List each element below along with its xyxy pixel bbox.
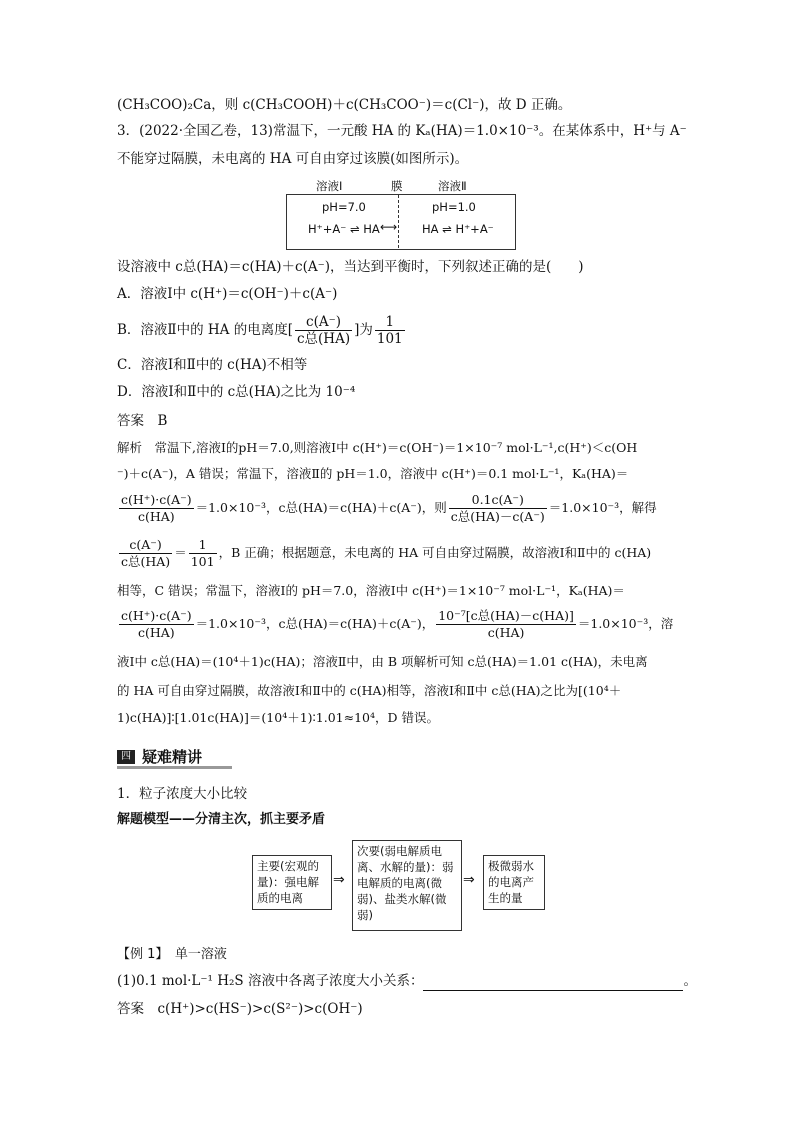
question-text: 设溶液中 c总(HA)＝c(HA)＋c(A⁻)，当达到平衡时，下列叙述正确的是( ) (117, 259, 584, 275)
explanation-segment: ＝ (174, 545, 187, 560)
fraction-denominator: 101 (376, 331, 403, 347)
example-label: 【例 1】 单一溶液 (117, 947, 227, 962)
section-underline (117, 766, 232, 769)
fraction (449, 492, 547, 525)
option-b-prefix: B．溶液Ⅱ中的 HA 的电离度[ (117, 322, 293, 338)
figure-header-membrane: 膜 (391, 179, 403, 193)
figure-ph2: pH=1.0 (432, 200, 476, 214)
fraction-numerator: c(H⁺)·c(A⁻) (121, 608, 192, 623)
question-stem-cont: 不能穿过隔膜，未电离的 HA 可自由穿过该膜(如图所示)。 (117, 151, 469, 167)
option-a: A．溶液Ⅰ中 c(H⁺)＝c(OH⁻)＋c(A⁻) (117, 286, 338, 302)
arrow-right-icon: ⇒ (333, 872, 345, 888)
explanation-line: 的 HA 可自由穿过隔膜，故溶液Ⅰ和Ⅱ中的 c(HA)相等，溶液Ⅰ和Ⅱ中 c总(HA)之比为[(10⁴＋ (117, 683, 622, 698)
fraction (375, 314, 405, 347)
membrane-line (398, 195, 399, 248)
explanation-line: 解析 常温下,溶液Ⅰ的pH＝7.0,则溶液Ⅰ中 c(H⁺)＝c(OH⁻)＝1×10⁻⁷ mol·L⁻¹,c(H⁺)＜c(OH (117, 440, 638, 455)
option-b (117, 312, 407, 348)
explanation-line (117, 606, 673, 642)
explanation-line (117, 490, 657, 526)
explanation-segment: ＝1.0×10⁻³，解得 (548, 500, 657, 515)
arrow-right-icon: ⇒ (463, 872, 475, 888)
fraction-numerator: c(A⁻) (295, 314, 352, 331)
fraction-denominator: c(HA) (487, 625, 525, 640)
fraction-denominator: c总(HA)－c(A⁻) (450, 509, 545, 524)
question-1 (117, 971, 697, 991)
fraction-denominator: c总(HA) (121, 554, 171, 569)
explanation-segment: ，B 正确；根据题意，未电离的 HA 可自由穿过隔膜，故溶液Ⅰ和Ⅱ中的 c(HA) (218, 545, 652, 560)
fraction-numerator: 1 (375, 314, 405, 331)
fraction (295, 314, 352, 347)
question-1-text: (1)0.1 mol·L⁻¹ H₂S 溶液中各离子浓度大小关系： (117, 973, 424, 989)
fraction (436, 608, 576, 641)
fraction (119, 608, 194, 641)
explanation-segment: ＝1.0×10⁻³，c总(HA)＝c(HA)＋c(A⁻)，则 (195, 500, 447, 515)
figure-equilibrium1: H⁺+A⁻ ⇌ HA (308, 222, 380, 236)
fraction (189, 537, 217, 570)
question-stem: 3．(2022·全国乙卷，13)常温下，一元酸 HA 的 Kₐ(HA)＝1.0×10⁻³。在某体系中，H⁺与 A⁻ (117, 123, 687, 139)
fraction-numerator: c(H⁺)·c(A⁻) (121, 492, 192, 507)
explanation-line: 相等，C 错误；常温下，溶液Ⅰ的 pH＝7.0，溶液Ⅰ中 c(H⁺)＝1×10⁻⁷ mol·L⁻¹，Kₐ(HA)＝ (117, 583, 625, 598)
explanation-line: ⁻)＋c(A⁻)，A 错误；常温下，溶液Ⅱ的 pH＝1.0，溶液中 c(H⁺)＝0.1 mol·L⁻¹，Kₐ(HA)＝ (117, 466, 629, 481)
explanation-line: 液Ⅰ中 c总(HA)＝(10⁴＋1)c(HA)；溶液Ⅱ中，由 B 项解析可知 c总(HA)＝1.01 c(HA)，未电离 (117, 654, 648, 669)
explanation-line (117, 535, 651, 571)
fraction-denominator: c(HA) (137, 625, 175, 640)
explanation-segment: ＝1.0×10⁻³，c总(HA)＝c(HA)＋c(A⁻)， (195, 616, 435, 631)
figure-header-solution2: 溶液Ⅱ (438, 179, 467, 193)
text-line: (CH₃COO)₂Ca，则 c(CH₃COOH)＋c(CH₃COO⁻)＝c(Cl⁻)，故 D 正确。 (117, 97, 572, 113)
option-d: D．溶液Ⅰ和Ⅱ中的 c总(HA)之比为 10⁻⁴ (117, 384, 356, 400)
flow-box-water: 极微弱水的电离产生的量 (483, 855, 545, 910)
model-title: 解题模型——分清主次，抓主要矛盾 (117, 812, 326, 827)
answer-blank[interactable] (423, 976, 683, 991)
answer: 答案 B (117, 413, 168, 429)
fraction-denominator: 101 (190, 554, 215, 569)
fraction-numerator: 10⁻⁷[c总(HA)－c(HA)] (438, 608, 574, 623)
question-1-end: 。 (683, 973, 697, 989)
subsection-title: 1．粒子浓度大小比较 (117, 786, 248, 802)
fraction-numerator: 1 (189, 537, 217, 554)
figure-equilibrium2: HA ⇌ H⁺+A⁻ (422, 222, 494, 236)
flow-box-secondary: 次要(弱电解质电离、水解的量)：弱电解质的电离(微弱)、盐类水解(微弱) (352, 840, 462, 931)
fraction-numerator: c(A⁻) (119, 537, 172, 554)
fraction-numerator: 0.1c(A⁻) (449, 492, 547, 509)
option-c: C．溶液Ⅰ和Ⅱ中的 c(HA)不相等 (117, 357, 308, 373)
fraction (119, 537, 172, 570)
membrane-figure (286, 178, 516, 250)
answer-1: 答案 c(H⁺)>c(HS⁻)>c(S²⁻)>c(OH⁻) (117, 1001, 363, 1017)
flow-box-primary: 主要(宏观的量)：强电解质的电离 (252, 855, 332, 910)
section-number-icon: 四 (117, 750, 135, 764)
explanation-segment: ＝1.0×10⁻³，溶 (577, 616, 674, 631)
figure-header-solution1: 溶液Ⅰ (316, 179, 343, 193)
double-arrow-icon: ⟷ (380, 220, 398, 234)
section-title: 疑难精讲 (142, 748, 203, 766)
option-b-mid: ]为 (354, 322, 373, 338)
fraction-denominator: c总(HA) (296, 331, 351, 347)
fraction-denominator: c(HA) (137, 509, 175, 524)
figure-ph1: pH=7.0 (322, 200, 366, 214)
fraction (119, 492, 194, 525)
explanation-line: 1)c(HA)]∶[1.01c(HA)]＝(10⁴＋1)∶1.01≈10⁴，D 错误。 (117, 710, 440, 725)
